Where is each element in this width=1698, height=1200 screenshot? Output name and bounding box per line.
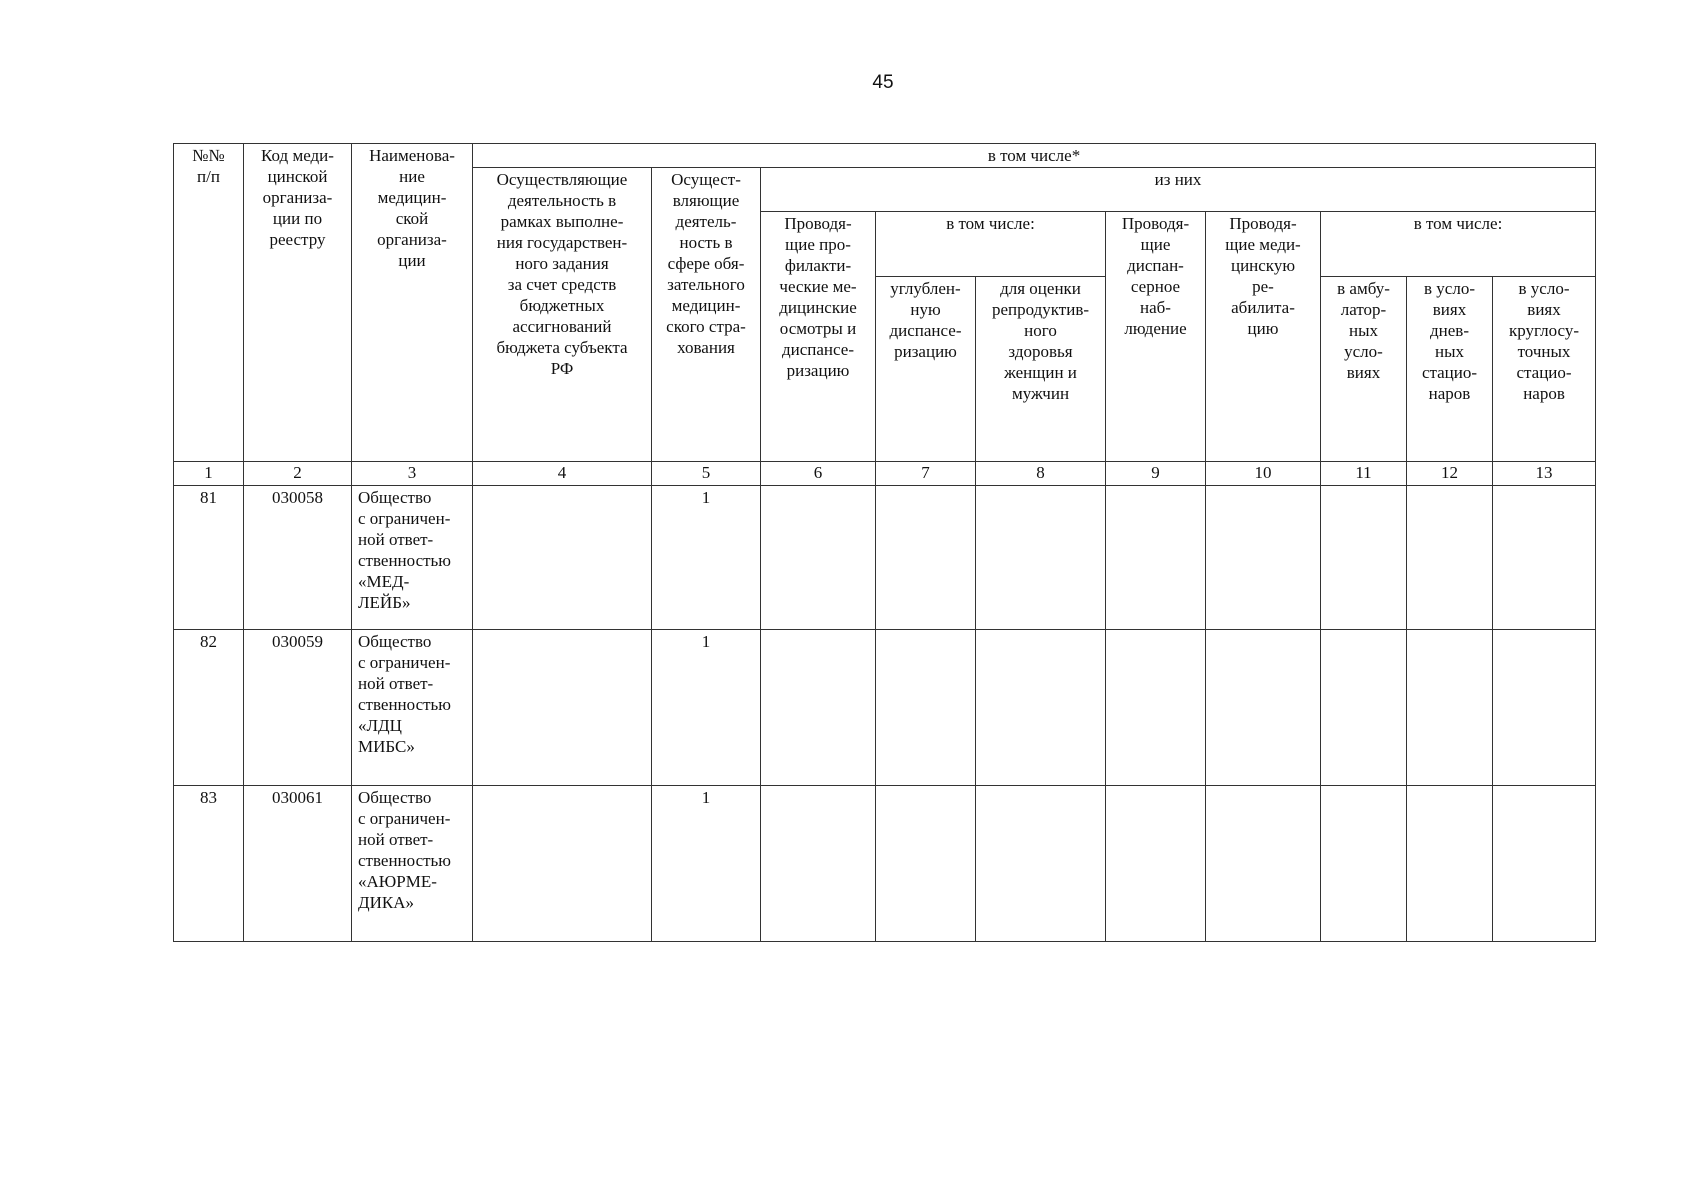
cell-col-10 [1206,786,1321,942]
column-number: 9 [1106,462,1206,486]
cell-col-12 [1407,486,1493,630]
cell-col-9 [1106,486,1206,630]
cell-col-11 [1321,486,1407,630]
cell-col-7 [876,630,976,786]
row-number: 82 [174,630,244,786]
org-name: Общество с ограничен- ной ответ- ственностью «АЮРМЕ- ДИКА» [352,786,473,942]
header-col-2: Код меди- цинской организа- ции по реестру [244,144,352,462]
column-numbers-row [174,462,1596,486]
row-number: 83 [174,786,244,942]
cell-col-11 [1321,630,1407,786]
header-of-them: из них [761,168,1596,212]
header-col-3: Наименова- ние медицин- ской организа- ции [352,144,473,462]
column-number: 8 [976,462,1106,486]
column-number: 2 [244,462,352,486]
cell-col-4 [473,486,652,630]
header-col-13: в усло- виях круглосу- точных стацио- наров [1493,277,1596,462]
cell-col-8 [976,786,1106,942]
header-col-4: Осуществляющие деятельность в рамках выполне- ния государствен- ного задания за счет средств бюджетных ассигнований бюджета субъекта РФ [473,168,652,462]
org-name: Общество с ограничен- ной ответ- ственностью «МЕД- ЛЕЙБ» [352,486,473,630]
header-in-total: в том числе* [473,144,1596,168]
column-number: 4 [473,462,652,486]
org-code: 030059 [244,630,352,786]
cell-col-11 [1321,786,1407,942]
column-number: 11 [1321,462,1407,486]
column-number: 7 [876,462,976,486]
cell-col-6 [761,486,876,630]
cell-col-5: 1 [652,786,761,942]
header-col-8: для оценки репродуктив- ного здоровья женщин и мужчин [976,277,1106,462]
cell-col-9 [1106,786,1206,942]
cell-col-5: 1 [652,630,761,786]
cell-col-13 [1493,486,1596,630]
cell-col-7 [876,486,976,630]
header-col-5: Осущест- вляющие деятель- ность в сфере обя- зательного медицин- ского стра- хования [652,168,761,462]
table-row [174,786,1596,942]
column-number: 5 [652,462,761,486]
header-including-b: в том числе: [1321,212,1596,277]
cell-col-10 [1206,630,1321,786]
cell-col-10 [1206,486,1321,630]
column-number: 10 [1206,462,1321,486]
table-row [174,486,1596,630]
column-number: 3 [352,462,473,486]
org-name: Общество с ограничен- ной ответ- ственностью «ЛДЦ МИБС» [352,630,473,786]
cell-col-12 [1407,786,1493,942]
cell-col-4 [473,786,652,942]
cell-col-13 [1493,786,1596,942]
cell-col-8 [976,630,1106,786]
header-col-6: Проводя- щие про- филакти- ческие ме- дицинские осмотры и диспансе- ризацию [761,212,876,462]
column-number: 1 [174,462,244,486]
row-number: 81 [174,486,244,630]
column-number: 12 [1407,462,1493,486]
header-including-a: в том числе: [876,212,1106,277]
header-col-1: №№ п/п [174,144,244,462]
cell-col-7 [876,786,976,942]
cell-col-4 [473,630,652,786]
org-code: 030061 [244,786,352,942]
header-col-11: в амбу- латор- ных усло- виях [1321,277,1407,462]
column-number: 6 [761,462,876,486]
table-row [174,630,1596,786]
cell-col-9 [1106,630,1206,786]
cell-col-6 [761,786,876,942]
cell-col-13 [1493,630,1596,786]
header-col-12: в усло- виях днев- ных стацио- наров [1407,277,1493,462]
header-row-1 [174,144,1596,168]
organizations-table [173,143,1596,942]
page-number: 45 [872,72,894,93]
header-col-9: Проводя- щие диспан- серное наб- людение [1106,212,1206,462]
cell-col-8 [976,486,1106,630]
cell-col-6 [761,630,876,786]
header-col-10: Проводя- щие меди- цинскую ре- абилита- цию [1206,212,1321,462]
header-col-7: углублен- ную диспансе- ризацию [876,277,976,462]
cell-col-5: 1 [652,486,761,630]
cell-col-12 [1407,630,1493,786]
org-code: 030058 [244,486,352,630]
column-number: 13 [1493,462,1596,486]
